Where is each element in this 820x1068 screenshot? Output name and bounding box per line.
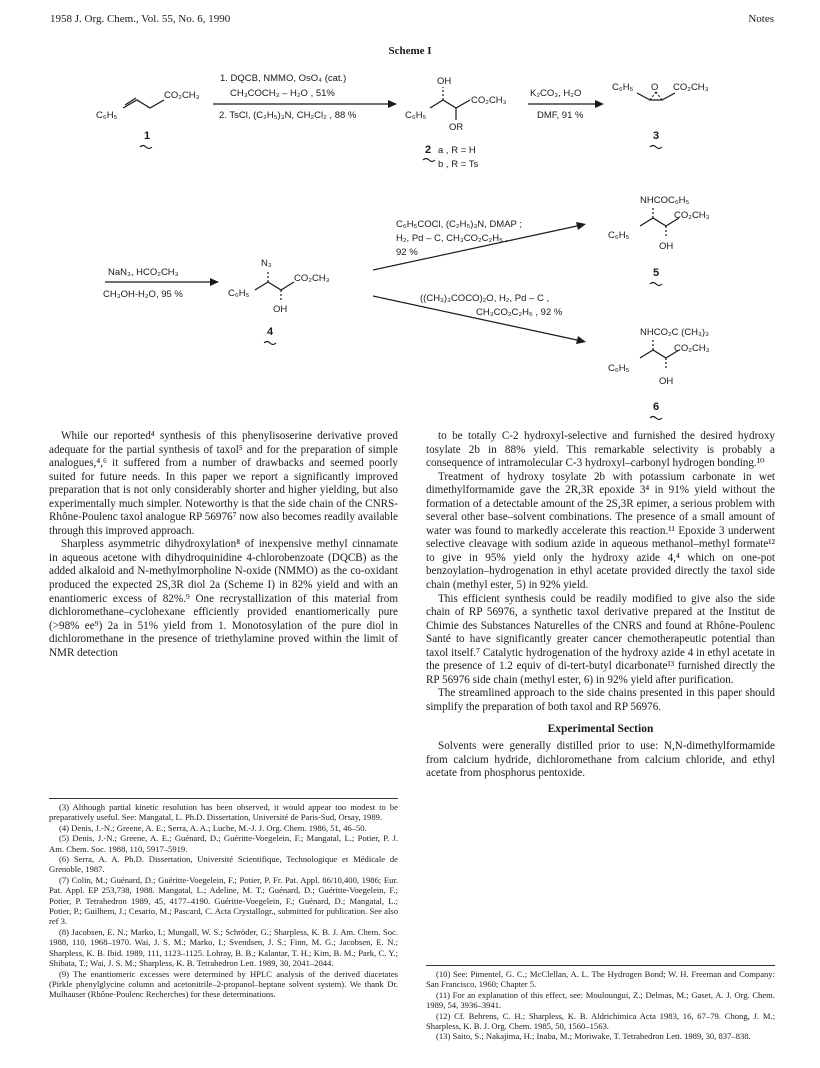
- cmpd4-oh: OH: [273, 304, 288, 315]
- cmpd2-label: 2: [425, 144, 432, 156]
- cmpd3-epoxide-bond: [650, 92, 656, 100]
- step4-reagent-1: C₆H₅COCl, (C₂H₅)₃N, DMAP ;: [396, 219, 523, 230]
- scheme-title: Scheme I: [388, 45, 432, 57]
- cmpd6-oh: OH: [659, 376, 674, 387]
- body-paragraph: This efficient synthesis could be readily modified to give also the side chain of RP 56976, a synthetic taxol derivative prepared at the Institut de Chimie des Substances Naturelles of the CNRS and found at Rhône-Poulenc Santé to have significantly greater cancer chemotherapeutic potential than taxol itself.⁷ Catalytic hydrogenation of the hydroxy azide 4 in ethyl acetate in the presence of 1.2 equiv of di-tert-butyl dicarbonate¹³ furnished directly the RP 56976 side chain (methyl ester, 6) in 92% yield after purification.: [426, 592, 775, 686]
- cmpd2-or: OR: [449, 122, 464, 133]
- cmpd3-phenyl: C₆H₅: [612, 82, 634, 93]
- cmpd6-label: 6: [653, 401, 660, 413]
- footnote: (9) The enantiomeric excesses were determined by HPLC analysis of the derived diacetates (Pirkle phenylglycine column and acetonitrile–2-propanol–heptane solvent system). We thank Dr. Mulhauser (Rhône-Poulenc Recherches) for these determinations.: [49, 968, 398, 1000]
- cmpd3-label: 3: [653, 130, 660, 142]
- cmpd1-co2ch3: CO₂CH₃: [164, 90, 200, 101]
- cmpd1-tilde: [140, 146, 152, 149]
- step4-reagent-3: 92 %: [396, 247, 418, 258]
- cmpd6-co2ch3: CO₂CH₃: [674, 343, 710, 354]
- cmpd4-co2ch3: CO₂CH₃: [294, 273, 330, 284]
- footnote: (5) Denis, J.-N.; Greene, A. E.; Guénard, D.; Guéritte-Voegelein, F.; Mangatal, L.; Potier, P. J. Am. Chem. Soc. 1988, 110, 5917–5919.: [49, 833, 398, 854]
- cmpd1-phenyl: C₆H₅: [96, 110, 118, 121]
- footnote: (13) Saito, S.; Nakajima, H.; Inaba, M.; Moriwake, T. Tetrahedron Lett. 1989, 30, 837–838.: [436, 1031, 751, 1042]
- cmpd4-bonds: [255, 282, 294, 290]
- step2-reagent-1: K₂CO₃, H₂O: [530, 88, 582, 99]
- footnote: (4) Denis, J.-N.; Greene, A. E.; Serra, A. A.; Luche, M.-J. J. Org. Chem. 1986, 51, 46–50.: [59, 822, 367, 833]
- body-paragraph: Treatment of hydroxy tosylate 2b with potassium carbonate in wet dimethylformamide gave the 2R,3R epoxide 3⁴ in 91% yield without the formation of a detectable amount of the 2S,3R epimer, a serious problem with several other base–solvent combinations. The presence of a small amount of water was found to markedly accelerate this reaction.¹¹ Epoxide 3 underwent selective cleavage with sodium azide in aqueous methanol–methyl formate¹² to give in 95% yield only the hydroxy azide 4,⁴ which on one-pot benzoylation–hydrogenation in ethyl acetate provided directly the taxol side chain (methyl ester, 5) in 92% yield.: [426, 470, 775, 592]
- body-paragraph: While our reported⁴ synthesis of this phenylisoserine derivative proved adequate for the partial synthesis of taxol⁵ and for the preparation of simple analogues,⁴,⁶ it suffered from a number of drawbacks and seemed poorly suited for future needs. In this paper we report a significantly improved preparation that is not only considerably shorter and higher yielding, but also experimentally much simpler. Noteworthy is that the side chain of the CNRS-Rhône-Poulenc taxol analogue RP 56976⁷ now also becomes readily available through this improved approach.: [49, 430, 398, 537]
- cmpd5-phenyl: C₆H₅: [608, 230, 630, 241]
- step1-reagent-3: 2. TsCl, (C₂H₅)₃N, CH₂Cl₂ , 88 %: [219, 110, 357, 121]
- cmpd6-carbamate: NHCO₂C (CH₃)₃: [640, 327, 709, 338]
- footnote: (6) Serra, A. A. Ph.D. Dissertation, Université Scientifique, Technologique et Médicale de Grenoble, 1987.: [49, 854, 398, 875]
- body-paragraph: The streamlined approach to the side chains presented in this paper should simplify the preparation of both taxol and RP 56976.: [426, 687, 775, 713]
- step3-reagent-2: CH₃OH-H₂O, 95 %: [103, 289, 183, 300]
- footnote: (11) For an explanation of this effect, see: Mouloungui, Z.; Delmas, M.; Gaset, A. J. Org. Chem. 1989, 54, 3936–3941.: [426, 989, 775, 1011]
- body-paragraph: Sharpless asymmetric dihydroxylation⁸ of inexpensive methyl cinnamate in aqueous acetone with dihydroquinidine 4-chlorobenzoate (DQCB) as the added alkaloid and N-methylmorpholine N-oxide (NMMO) as the co-oxidant produced the expected 2S,3R diol 2a (Scheme I) in 82% yield and with an enantiomeric excess of 82%.⁹ One recrystallization of this material from dichloromethane–cyclohexane efficiently provided enantiomerically pure (>98% ee⁹) 2a in 51% yield from 1. Monotosylation of the pure diol in dichloromethane in the presence of triethylamine proved within the limit of NMR detection: [49, 538, 398, 659]
- cmpd2-tilde: [423, 159, 435, 162]
- footnotes-left: [49, 798, 398, 1000]
- section-heading: Experimental Section: [547, 723, 654, 736]
- cmpd1-bonds: [123, 100, 164, 108]
- body-column-left: [49, 430, 398, 660]
- step5-reagent-2: CH₃CO₂C₂H₅ , 92 %: [476, 307, 563, 318]
- cmpd4-tilde: [264, 342, 276, 345]
- footnotes-right: [426, 965, 775, 1042]
- footnote: (3) Although partial kinetic resolution has been observed, it would appear too modest to be preparatively useful. See: Mangatal, L. Ph.D. Dissertation, Université de Paris-Sud, Orsay, 1989.: [49, 802, 398, 823]
- arrow-4-head: [576, 222, 586, 230]
- cmpd6-tilde: [650, 417, 662, 420]
- cmpd5-oh: OH: [659, 241, 674, 252]
- arrow-3-head: [210, 278, 219, 286]
- body-paragraph: to be totally C-2 hydroxyl-selective and furnished the desired hydroxy tosylate 2b in 88% yield. This remarkable selectivity is probably a consequence of intramolecular C-3 hydroxyl–carbonyl hydrogen bonding.¹⁰: [426, 430, 775, 470]
- cmpd4-label: 4: [267, 326, 274, 338]
- cmpd3-tilde: [650, 146, 662, 149]
- step2-reagent-2: DMF, 91 %: [537, 110, 584, 121]
- step3-reagent-1: NaN₃, HCO₂CH₃: [108, 267, 179, 278]
- body-column-right: [426, 430, 775, 781]
- cmpd5-label: 5: [653, 267, 660, 279]
- footnote: (10) See: Pimentel, G. C.; McClellan, A. L. The Hydrogen Bond; W. H. Freeman and Company: San Francisco, 1960; Chapter 5.: [426, 969, 775, 990]
- footnote: (8) Jacobsen, E. N.; Marko, I.; Mungall, W. S.; Schröder, G.; Sharpless, K. B. J. Am. Chem. Soc. 1988, 110, 1968–1970. Wai, J. S. M.; Marko, I.; Svendsen, J. S.; Finn, M. G.; Jacobsen, E. N.; Sharpless, K. B. Ibid. 1989, 111, 1123–1125. Lohray, B. B.; Kalantar, T. H.; Kim, B. M.; Park, C. Y.; Shibata, T.; Wai, J. S. M.; Sharpless, K. B. Tetrahedron Lett. 1989, 30, 2041–2044.: [49, 926, 398, 969]
- cmpd5-amide: NHCOC₆H₅: [640, 195, 690, 206]
- step1-reagent-1: 1. DQCB, NMMO, OsO₄ (cat.): [220, 73, 347, 84]
- cmpd3-epoxide-bond-2: [656, 92, 662, 100]
- cmpd5-co2ch3: CO₂CH₃: [674, 210, 710, 221]
- step5-reagent-1: ((CH₃)₃COCO)₂O, H₂, Pd – C ,: [420, 293, 550, 304]
- cmpd3-oxygen: O: [651, 82, 659, 93]
- arrow-1-head: [388, 100, 397, 108]
- running-header-journal: 1958 J. Org. Chem., Vol. 55, No. 6, 1990: [50, 13, 231, 25]
- cmpd1-label: 1: [144, 130, 151, 142]
- step1-reagent-2: CH₃COCH₃ – H₂O , 51%: [230, 88, 335, 99]
- reaction-scheme: [0, 0, 820, 430]
- cmpd4-phenyl: C₆H₅: [228, 288, 250, 299]
- cmpd2-oh: OH: [437, 76, 452, 87]
- arrow-2-head: [595, 100, 604, 108]
- experimental-paragraph: Solvents were generally distilled prior to use: N,N-dimethylformamide from calcium hydride, dichloromethane from calcium chloride, and ethyl acetate from phosphorus pentoxide.: [426, 740, 775, 780]
- cmpd2-variant-b: b , R = Ts: [438, 159, 479, 170]
- cmpd3-bonds: [637, 93, 675, 100]
- step4-reagent-2: H₂, Pd – C, CH₃CO₂C₂H₅ ,: [396, 233, 509, 244]
- cmpd2-bonds: [430, 100, 470, 108]
- footnote: (12) Cf. Behrens, C. H.; Sharpless, K. B. Aldrichimica Acta 1983, 16, 67–79. Chong, J. M.; Sharpless, K. B. J. Org. Chem. 1985, 50, 1560–1563.: [426, 1010, 775, 1032]
- cmpd6-phenyl: C₆H₅: [608, 363, 630, 374]
- cmpd3-co2ch3: CO₂CH₃: [673, 82, 709, 93]
- cmpd2-co2ch3: CO₂CH₃: [471, 95, 507, 106]
- footnote: (7) Colin, M.; Guénard, D.; Guéritte-Voegelein, F.; Potier, P. Fr. Pat. Appl. 86/10,400, 1986; Eur. Pat. Appl. EP 253,738, 1988. Mangatal, L.; Adeline, M. T.; Guénard, D.; Guéritte-Voegelein, F.; Potier, P. Tetrahedron 1989, 45, 4177–4190. Guéritte-Voegelein, F.; Guénard, D.; Mangatal, L.; Potier, P.; Guilhem, J.; Cesario, M.; Pascard, C. Acta Crystallogr., submitted for publication. See also ref 3.: [49, 874, 398, 927]
- running-header-section: Notes: [748, 13, 774, 25]
- arrow-5-head: [576, 336, 586, 344]
- cmpd2-phenyl: C₆H₅: [405, 110, 427, 121]
- cmpd4-azide: N₃: [261, 258, 272, 269]
- cmpd5-tilde: [650, 283, 662, 286]
- cmpd2-variant-a: a , R = H: [438, 145, 476, 156]
